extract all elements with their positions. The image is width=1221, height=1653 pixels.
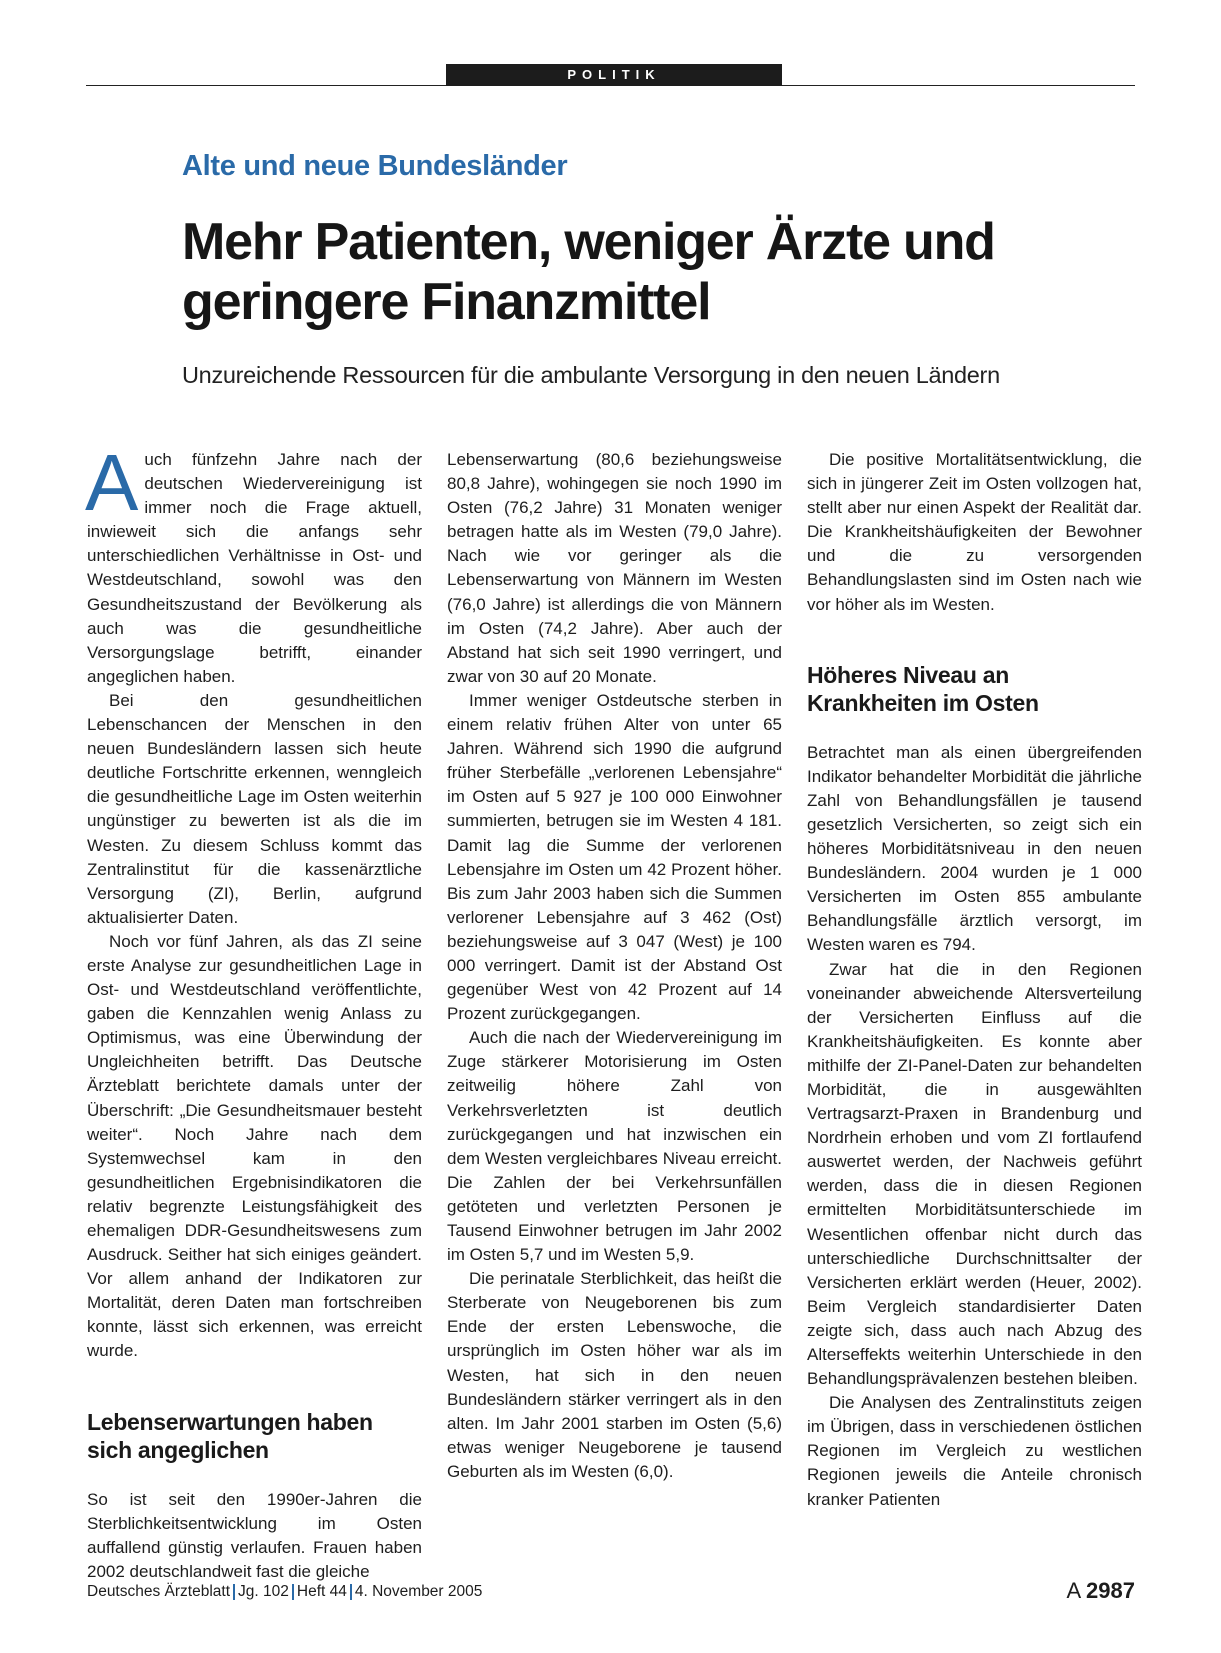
text-column-2 [447, 448, 782, 1484]
footer-separator [233, 1584, 235, 1600]
journal-name: Deutsches Ärzteblatt [87, 1583, 231, 1600]
paragraph: Lebenserwartung (80,6 beziehungsweise 80,8 Jahre), wohingegen sie noch 1990 im Osten (76,2 Jahre) 31 Monaten weniger betragen hatte als im Westen (79,0 Jahre). Nach wie vor geringer als die Lebenserwartung von Männern im Westen (76,0 Jahre) ist allerdings die von Männern im Osten (74,2 Jahre). Aber auch der Abstand hat sich seit 1990 verringert, und zwar von 30 auf 20 Monate. [447, 450, 782, 686]
article-headline: Mehr Patienten, weniger Ärzte und geringere Finanzmittel [182, 213, 995, 331]
paragraph: Bei den gesundheitlichen Lebenschancen der Menschen in den neuen Bundesländern lassen sich heute deutliche Fortschritte erkennen, wenngleich die gesundheitliche Lage im Osten weiterhin ungünstiger zu bewerten ist als die im Westen. Zu diesem Schluss kommt das Zentralinstitut für die kassenärztliche Versorgung (ZI), Berlin, aufgrund aktualisierter Daten. [87, 690, 422, 927]
volume: Jg. 102 [238, 1583, 289, 1600]
section-heading: Lebenserwartungen haben sich angeglichen [87, 1408, 373, 1463]
issue-date: 4. November 2005 [354, 1583, 483, 1600]
paragraph-text: uch fünfzehn Jahre nach der deutschen Wiedervereinigung ist immer noch die Frage aktuell, inwieweit sich die anfangs sehr unterschiedlichen Verhältnisse in Ost- und Westdeutschland, sowohl was den Gesundheitszustand der Bevölkerung als auch was die gesundheitliche Versorgungslage betrifft, einander angeglichen haben. [87, 450, 422, 686]
paragraph: Die perinatale Sterblichkeit, das heißt die Sterberate von Neugeborenen bis zum Ende der ersten Lebenswoche, die ursprünglich im Osten höher war als im Westen, hat sich in den neuen Bundesländern stärker verringert als in den alten. Im Jahr 2001 starben im Osten (5,6) etwas weniger Neugeborene je tausend Geburten als im Westen (6,0). [447, 1269, 782, 1481]
paragraph: Immer weniger Ostdeutsche sterben in einem relativ frühen Alter von unter 65 Jahren. Während sich 1990 die aufgrund früher Sterbefälle „verlorenen Lebensjahre“ im Osten auf 5 927 je 100 000 Einwohner summierten, betrugen sie im Westen 4 181. Damit lag die Summe der verlorenen Lebensjahre im Osten um 42 Prozent höher. Bis zum Jahr 2003 haben sich die Summen verlorener Lebensjahre auf 3 462 (Ost) beziehungsweise auf 3 047 (West) je 100 000 verringert. Damit ist der Abstand Ost gegenüber West von 42 Prozent auf 14 Prozent zurückgegangen. [447, 690, 782, 1024]
paragraph: Betrachtet man als einen übergreifenden Indikator behandelter Morbidität die jährliche Zahl von Behandlungsfällen je tausend gesetzlich Versicherten, so zeigt sich ein höheres Morbiditätsniveau in den neuen Bundesländern. 2004 wurden je 1 000 Versicherten im Osten 855 ambulante Behandlungsfälle ärztlich versorgt, im Westen waren es 794. [807, 742, 1142, 955]
text-column-3 [807, 448, 1142, 1512]
paragraph: Die Analysen des Zentralinstituts zeigen im Übrigen, dass in verschiedenen östlichen Regionen im Vergleich zu westlichen Regionen jeweils die Anteile chronisch kranker Patienten [807, 1393, 1142, 1509]
section-label: POLITIK [446, 64, 782, 86]
footer-separator [350, 1584, 352, 1600]
text-column-1 [85, 438, 422, 1584]
paragraph [85, 438, 422, 689]
paragraph: Zwar hat die in den Regionen voneinander abweichende Altersverteilung der Versicherten Einfluss auf die Krankheitshäufigkeiten. Es konnte aber mithilfe der ZI-Panel-Daten zur behandelten Morbidität, die in ausgewählten Vertragsarzt-Praxen in Brandenburg und Nordrhein erhoben und vom ZI fortlaufend auswertet werden, der Nachweis geführt werden, dass die in diesen Regionen ermittelten Morbiditätsunterschiede im Wesentlichen offenbar nicht durch das unterschiedliche Durchschnittsalter der Versicherten erklärt werden (Heuer, 2002). Beim Vergleich standardisierter Daten zeigte sich, dass auch nach Abzug des Alterseffekts weiterhin Unterschiede in den Behandlungsprävalenzen bestehen bleiben. [807, 959, 1142, 1389]
page-number [1066, 1578, 1135, 1604]
article-kicker: Alte und neue Bundesländer [182, 150, 568, 182]
paragraph: So ist seit den 1990er-Jahren die Sterblichkeitsentwicklung im Osten auffallend günstig verlaufen. Frauen haben 2002 deutschlandweit fast die gleiche [87, 1489, 422, 1581]
paragraph: Auch die nach der Wiedervereinigung im Zuge stärkerer Motorisierung im Osten zeitweilig höhere Zahl von Verkehrsverletzten ist deutlich zurückgegangen und hat inzwischen ein dem Westen vergleichbares Niveau erreicht. Die Zahlen der bei Verkehrsunfällen getöteten und verletzten Personen je Tausend Einwohner betrugen im Jahr 2002 im Osten 5,7 und im Westen 5,9. [447, 1028, 782, 1265]
issue: Heft 44 [296, 1583, 347, 1600]
footer-separator [292, 1584, 294, 1600]
page-footer [87, 1583, 482, 1601]
article-subheadline: Unzureichende Ressourcen für die ambulante Versorgung in den neuen Ländern [182, 362, 1000, 388]
section-heading: Höheres Niveau an Krankheiten im Osten [807, 661, 1039, 716]
drop-cap: A [85, 438, 139, 527]
page-number-value: 2987 [1086, 1578, 1135, 1603]
paragraph: Die positive Mortalitätsentwicklung, die sich in jüngerer Zeit im Osten vollzogen hat, stellt aber nur einen Aspekt der Realität dar. Die Krankheitshäufigkeiten der Bewohner und die zu versorgenden Behandlungslasten sind im Osten nach wie vor höher als im Westen. [807, 450, 1142, 614]
paragraph: Noch vor fünf Jahren, als das ZI seine erste Analyse zur gesundheitlichen Lage in Ost- und Westdeutschland veröffentlichte, gaben die Kennzahlen wenig Anlass zu Optimismus, was eine Überwindung der Ungleichheiten betrifft. Das Deutsche Ärzteblatt berichtete damals unter der Überschrift: „Die Gesundheitsmauer besteht weiter“. Noch Jahre nach dem Systemwechsel kam in den gesundheitlichen Ergebnisindikatoren die relativ begrenzte Leistungsfähigkeit des ehemaligen DDR-Gesundheitswesens zum Ausdruck. Seither hat sich einiges geändert. Vor allem anhand der Indikatoren zur Mortalität, deren Daten man fortschreiben konnte, lässt sich erkennen, was erreicht wurde. [87, 931, 422, 1361]
page-prefix: A [1066, 1578, 1080, 1603]
